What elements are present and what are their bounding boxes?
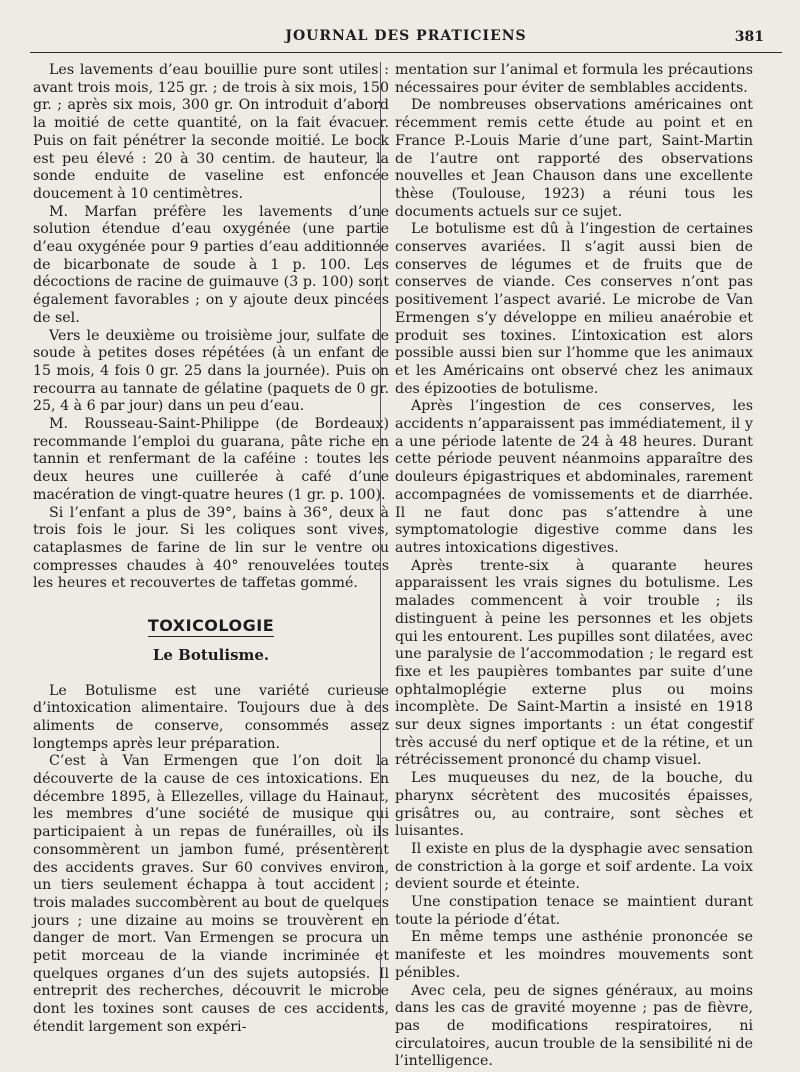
paragraph-van-ermengen: C’est à Van Ermengen que l’on doit la découverte de la cause de ces intoxications. En décembre 1895, à Ellezelles, village du Hainaut, les membres d’une société de musique qui participaient à un repas de funérailles, où ils consommèrent un jambon fumé, présentèrent des accidents graves. Sur 60 convives environ, un tiers seulement échappa à tout accident ; trois malades succombèrent au bout de quelques jours ; une dizaine au moins se trouvèrent en danger de mort. Van Ermengen se procura un petit morceau de la viande incriminée et quelques organes d’un des sujets autopsiés. Il entreprit des recherches, découvrit le microbe dont les toxines sont causes de ces accidents, étendit largement son expéri- [33,753,389,1035]
paragraph-marfan: M. Marfan préfère les lavements d’une solution étendue d’eau oxygénée (une partie d’eau oxygénée pour 9 parties d’eau additionnée de bicarbonate de soude à 1 p. 100. Les décoctions de racine de guimauve (3 p. 100) sont également favorables ; on y ajoute deux pincées de sel. [33,203,389,326]
paragraph-sulfate: Vers le deuxième ou troisième jour, sulfate de soude à petites doses répétées (à un enfant de 15 mois, 4 fois 0 gr. 25 dans la journée). Puis on recourra au tannate de gélatine (paquets de 0 gr. 25, 4 à 6 par jour) dans un peu d’eau. [33,327,389,415]
paragraph-rousseau: M. Rousseau-Saint-Philippe (de Bordeaux) recommande l’emploi du guarana, pâte riche en tannin et renfermant de la caféine : toutes les deux heures une cuillerée à café d’une macération de vingt-quatre heures (1 gr. p. 100). [33,416,389,503]
paragraph-dysphagie: Il existe en plus de la dysphagie avec sensation de constriction à la gorge et soif ardente. La voix devient sourde et éteinte. [395,840,753,893]
right-column [395,62,753,1071]
left-column [33,62,389,1037]
paragraph-conserves: Le botulisme est dû à l’ingestion de certaines conserves avariées. Il s’agit aussi bien de conserves de légumes et de fruits que de conserves de viande. Ces conserves n’ont pas positivement l’aspect avarié. Le microbe de Van Ermengen s’y développe en milieu anaérobie et produit ses toxines. L’intoxication est alors possible aussi bien sur l’homme que les animaux et les Américains ont observé chez les animaux des épizooties de botulisme. [395,221,753,397]
page-header [30,26,782,50]
paragraph-botulisme-intro: Le Botulisme est une variété curieuse d’intoxication alimentaire. Toujours due à des aliments de conserve, consommés assez longtemps après leur préparation. [33,682,389,752]
paragraph-constipation: Une constipation tenace se maintient durant toute la période d’état. [395,894,753,928]
paragraph-observations: De nombreuses observations américaines ont récemment remis cette étude au point et en France P.-Louis Marie d’une part, Saint-Martin de l’autre ont rapporté des observations nouvelles et Jean Chauson dans une excellente thèse (Toulouse, 1923) a réuni tous les documents actuels sur ce sujet. [395,97,753,220]
paragraph-continuation: mentation sur l’animal et formula les précautions nécessaires pour éviter de semblables accidents. [395,62,753,96]
page-number: 381 [734,29,764,45]
column-divider [380,62,381,1012]
section-title [33,617,389,635]
paragraph-asthenie: En même temps une asthénie prononcée se manifeste et les moindres mouvements sont pénibles. [395,929,753,981]
paragraph-periode-latente: Après l’ingestion de ces conserves, les accidents n’apparaissent pas immédiatement, il y a une période latente de 24 à 48 heures. Durant cette période peuvent néanmoins apparaître des douleurs épigastriques et abdominales, rarement accompagnées de vomissements et de diarrhée. Il ne faut donc pas s’attendre à une symptomatologie digestive comme dans les autres intoxications digestives. [395,398,753,556]
paragraph-vrais-signes: Après trente-six à quarante heures apparaissent les vrais signes du botulisme. Les malades commencent à voir trouble ; ils distinguent à peine les personnes et les objets qui les entourent. Les pupilles sont dilatées, avec une paralysie de l’accommodation ; le regard est fixe et les paupières tombantes par suite d’une ophtalmoplégie externe plus ou moins incomplète. De Saint-Martin a insisté en 1918 sur deux signes importants : un état congestif très accusé du nerf optique et de la rétine, et un rétrécissement prononcé du champ visuel. [395,557,753,769]
section-title-text: TOXICOLOGIE [147,616,275,636]
paragraph-signes-generaux: Avec cela, peu de signes généraux, au moins dans les cas de gravité moyenne ; pas de fièvre, pas de modifications respiratoires, ni circulatoires, aucun trouble de la sensibilité ni de l’intelligence. [395,982,753,1070]
paragraph-bains: Si l’enfant a plus de 39°, bains à 36°, deux à trois fois le jour. Si les coliques sont vives, cataplasmes de farine de lin sur le ventre ou compresses chaudes à 40° renouvelées toutes les heures et recouvertes de taffetas gommé. [33,504,389,592]
paragraph-muqueuses: Les muqueuses du nez, de la bouche, du pharynx sécrètent des mucosités épaisses, grisâtres ou, au contraire, sont sèches et luisantes. [395,770,753,840]
article-title: Le Botulisme. [152,645,270,664]
running-title: JOURNAL DES PRATICIENS [285,28,527,44]
header-rule [30,52,782,53]
paragraph-lavements: Les lavements d’eau bouillie pure sont utiles : avant trois mois, 125 gr. ; de trois à six mois, 150 gr. ; après six mois, 300 gr. On introduit d’abord la moitié de cette quantité, on la fait évacuer. Puis on fait pénétrer la seconde moitié. Le bock est peu élevé : 20 à 30 centim. de hauteur, la sonde enduite de vaseline est enfoncée doucement à 10 centimètres. [33,62,389,202]
